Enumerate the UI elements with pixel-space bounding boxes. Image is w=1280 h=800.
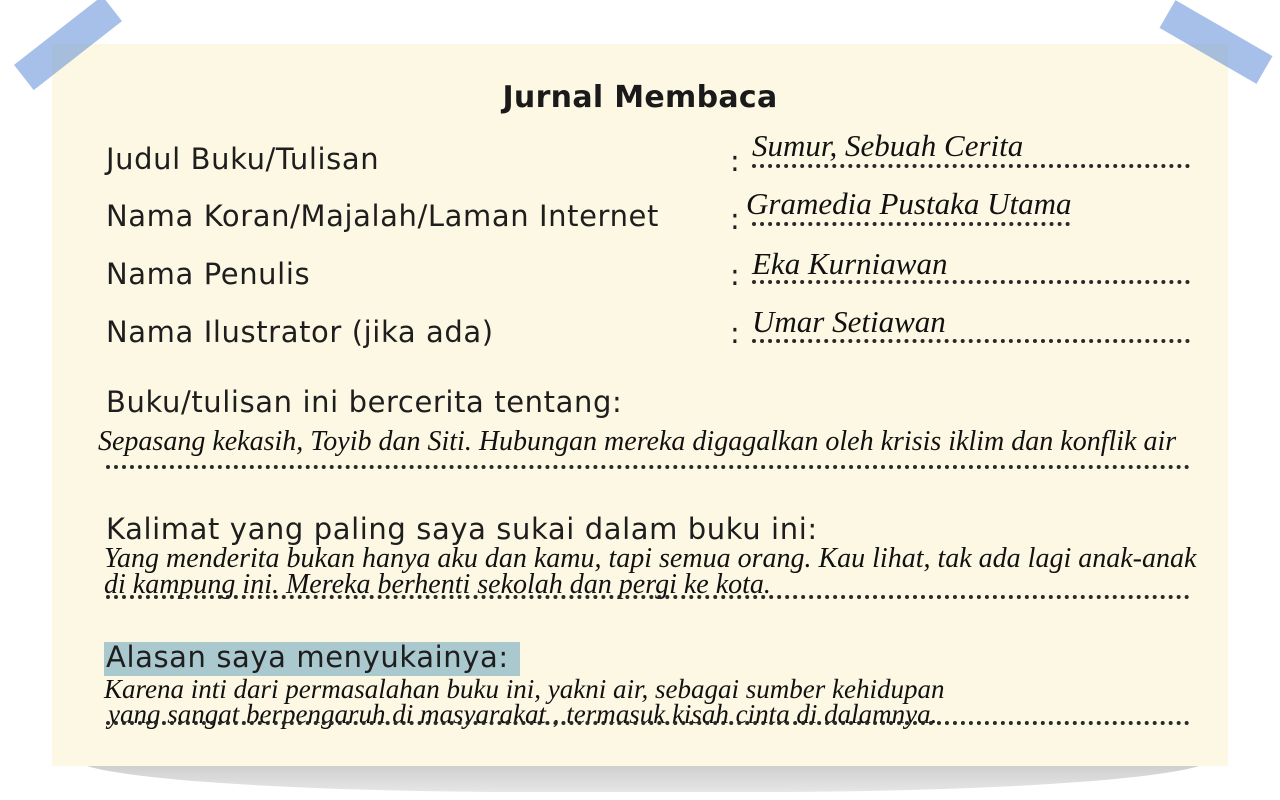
field-label-illustrator: Nama Ilustrator (jika ada) bbox=[106, 315, 494, 349]
field-value-book-title: Sumur, Sebuah Cerita bbox=[752, 128, 1024, 163]
favorite-text-line1: Yang menderita bukan hanya aku dan kamu, tapi semua orang. Kau lihat, tak ada lagi anak-anak bbox=[104, 543, 1197, 574]
field-value-illustrator: Umar Setiawan bbox=[752, 304, 946, 339]
about-text: Sepasang kekasih, Toyib dan Siti. Hubungan mereka digagalkan oleh krisis iklim dan konflik air bbox=[98, 426, 1177, 457]
reason-text-line1: Karena inti dari permasalahan buku ini, yakni air, sebagai sumber kehidupan bbox=[104, 674, 945, 704]
reason-text-line2: yang sangat berpengaruh di masyarakat , termasuk kisah cinta di dalamnya. bbox=[108, 699, 938, 729]
field-colon: : bbox=[730, 144, 740, 178]
field-value-author: Eka Kurniawan bbox=[752, 246, 948, 281]
dotted-line bbox=[106, 721, 1190, 725]
field-label-author: Nama Penulis bbox=[106, 257, 311, 291]
field-label-book-title: Judul Buku/Tulisan bbox=[106, 142, 380, 176]
section-label-reason: Alasan saya menyukainya: bbox=[106, 640, 509, 674]
field-value-publisher: Gramedia Pustaka Utama bbox=[746, 186, 1072, 221]
dotted-line bbox=[106, 595, 1190, 599]
field-colon: : bbox=[730, 202, 740, 236]
journal-title: Jurnal Membaca bbox=[502, 80, 778, 115]
dotted-line bbox=[752, 164, 1190, 168]
section-label-about: Buku/tulisan ini bercerita tentang: bbox=[106, 385, 623, 419]
section-label-favorite: Kalimat yang paling saya sukai dalam buku ini: bbox=[106, 512, 818, 546]
dotted-line bbox=[106, 465, 1190, 469]
field-label-publisher: Nama Koran/Majalah/Laman Internet bbox=[106, 199, 659, 233]
field-colon: : bbox=[730, 258, 740, 292]
favorite-text-line2: di kampung ini. Mereka berhenti sekolah dan pergi ke kota. bbox=[104, 569, 771, 600]
field-colon: : bbox=[730, 316, 740, 350]
dotted-line bbox=[752, 222, 1070, 226]
